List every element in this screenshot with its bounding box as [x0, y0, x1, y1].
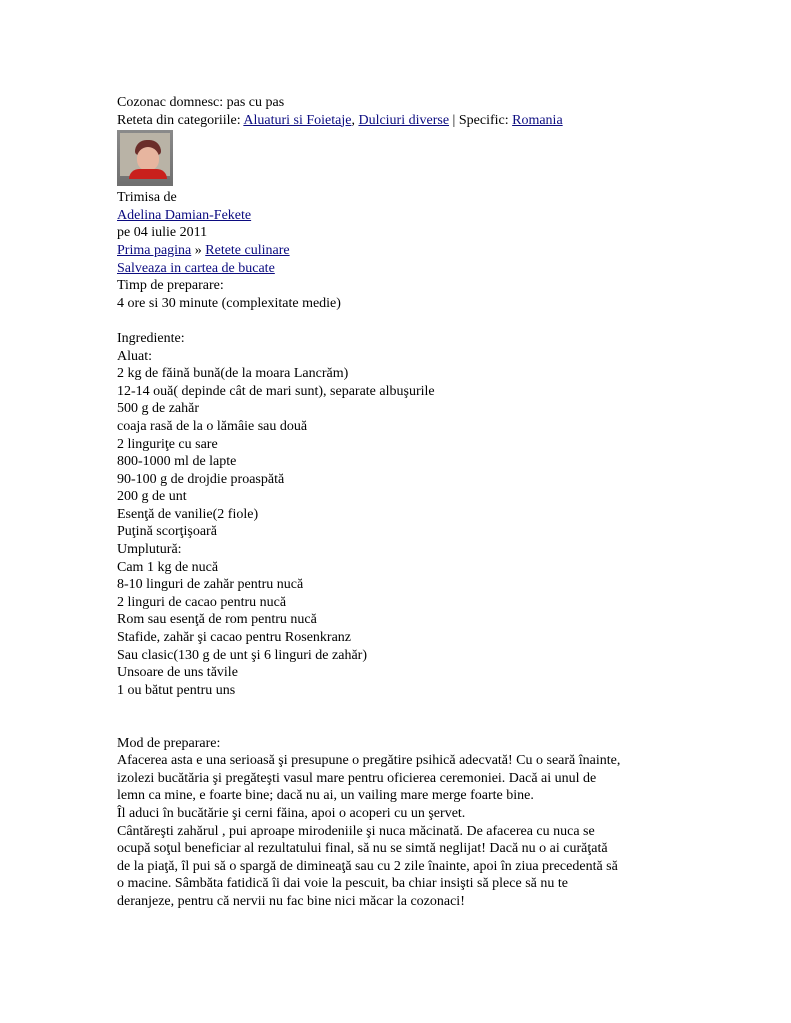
method-text: [117, 752, 687, 910]
method-line: izolezi bucătăria şi pregăteşti vasul mare pentru oficierea ceremoniei. Dacă ai unul de: [117, 770, 597, 786]
category-line: [117, 112, 687, 130]
category-link-dulciuri[interactable]: Dulciuri diverse: [358, 112, 450, 128]
avatar-photo: [120, 133, 170, 176]
author-avatar[interactable]: [117, 130, 173, 186]
breadcrumb-home-link[interactable]: Prima pagina: [117, 242, 192, 258]
method-line: o macine. Sâmbăta fatidică îi dai voie la pescuit, ba chiar insişti să plece să nu te: [117, 876, 568, 892]
ingredient-line: 2 linguri de cacao pentru nucă: [117, 594, 287, 610]
ingredient-line: Stafide, zahăr şi cacao pentru Rosenkranz: [117, 630, 352, 646]
recipe-title: Cozonac domnesc: pas cu pas: [117, 95, 285, 110]
specific-link-romania[interactable]: Romania: [512, 112, 563, 128]
ingredient-line: 12-14 ouă( depinde cât de mari sunt), separate albuşurile: [117, 383, 435, 399]
ingredient-line: 90-100 g de drojdie proaspătă: [117, 471, 285, 487]
ingredient-line: 800-1000 ml de lapte: [117, 454, 237, 470]
ingredient-line: Unsoare de uns tăvile: [117, 665, 238, 681]
author-link[interactable]: Adelina Damian-Fekete: [117, 207, 252, 223]
ingredient-line: Rom sau esenţă de rom pentru nucă: [117, 612, 317, 628]
category-link-aluaturi[interactable]: Aluaturi si Foietaje: [243, 112, 352, 128]
method-line: ocupă soţul beneficiar al rezultatului final, să nu se simtă neglijat! Dacă nu o ai curăţată: [117, 841, 608, 857]
breadcrumb: [117, 242, 687, 260]
submitted-by-label: Trimisa de: [117, 190, 177, 206]
recipe-page: [117, 94, 687, 911]
ingredient-line: 200 g de unt: [117, 489, 187, 505]
save-to-cookbook-link[interactable]: Salveaza in cartea de bucate: [117, 260, 275, 276]
category-separator: ,: [351, 112, 355, 128]
method-line: Cântăreşti zahărul , pui aproape mirodeniile şi nuca măcinată. De afacerea cu nuca se: [117, 823, 595, 839]
ingredient-line: 500 g de zahăr: [117, 401, 200, 417]
method-line: lemn ca mine, e foarte bine; dacă nu ai, un vailing mare merge foarte bine.: [117, 788, 534, 804]
ingredients-label: Ingrediente:: [117, 330, 185, 346]
ingredient-line: 2 linguriţe cu sare: [117, 436, 218, 452]
method-line: de la piaţă, îl pui să o spargă de dimineaţă sau cu 2 zile înainte, apoi în ziua precedentă să: [117, 858, 618, 874]
ingredient-line: Cam 1 kg de nucă: [117, 559, 219, 575]
ingredient-line: 8-10 linguri de zahăr pentru nucă: [117, 577, 304, 593]
breadcrumb-retete-link[interactable]: Retete culinare: [205, 242, 290, 258]
ingredient-line: Umplutură:: [117, 542, 182, 558]
submitted-date: pe 04 iulie 2011: [117, 225, 208, 241]
prep-time-value: 4 ore si 30 minute (complexitate medie): [117, 295, 341, 311]
ingredient-line: coaja rasă de la o lămâie sau două: [117, 418, 308, 434]
ingredient-line: Puţină scorţişoară: [117, 524, 217, 540]
specific-label: | Specific:: [452, 112, 509, 128]
method-line: Îl aduci în bucătărie şi cerni făina, apoi o acoperi cu un şervet.: [117, 805, 466, 821]
prep-time-label: Timp de preparare:: [117, 278, 224, 294]
ingredients-list: [117, 348, 687, 700]
method-label: Mod de preparare:: [117, 735, 221, 751]
ingredient-line: 1 ou bătut pentru uns: [117, 682, 236, 698]
ingredient-line: Esenţă de vanilie(2 fiole): [117, 506, 259, 522]
method-line: Afacerea asta e una serioasă şi presupune o pregătire psihică adecvată! Cu o seară înainte,: [117, 753, 621, 769]
ingredient-line: Aluat:: [117, 348, 152, 364]
ingredient-line: 2 kg de făină bună(de la moara Lancrăm): [117, 366, 349, 382]
ingredient-line: Sau clasic(130 g de unt şi 6 linguri de zahăr): [117, 647, 367, 663]
method-line: deranjeze, pentru că nervii nu fac bine nici măcar la cozonaci!: [117, 893, 465, 909]
breadcrumb-separator: »: [194, 242, 202, 258]
categories-prefix: Reteta din categoriile:: [117, 112, 241, 128]
